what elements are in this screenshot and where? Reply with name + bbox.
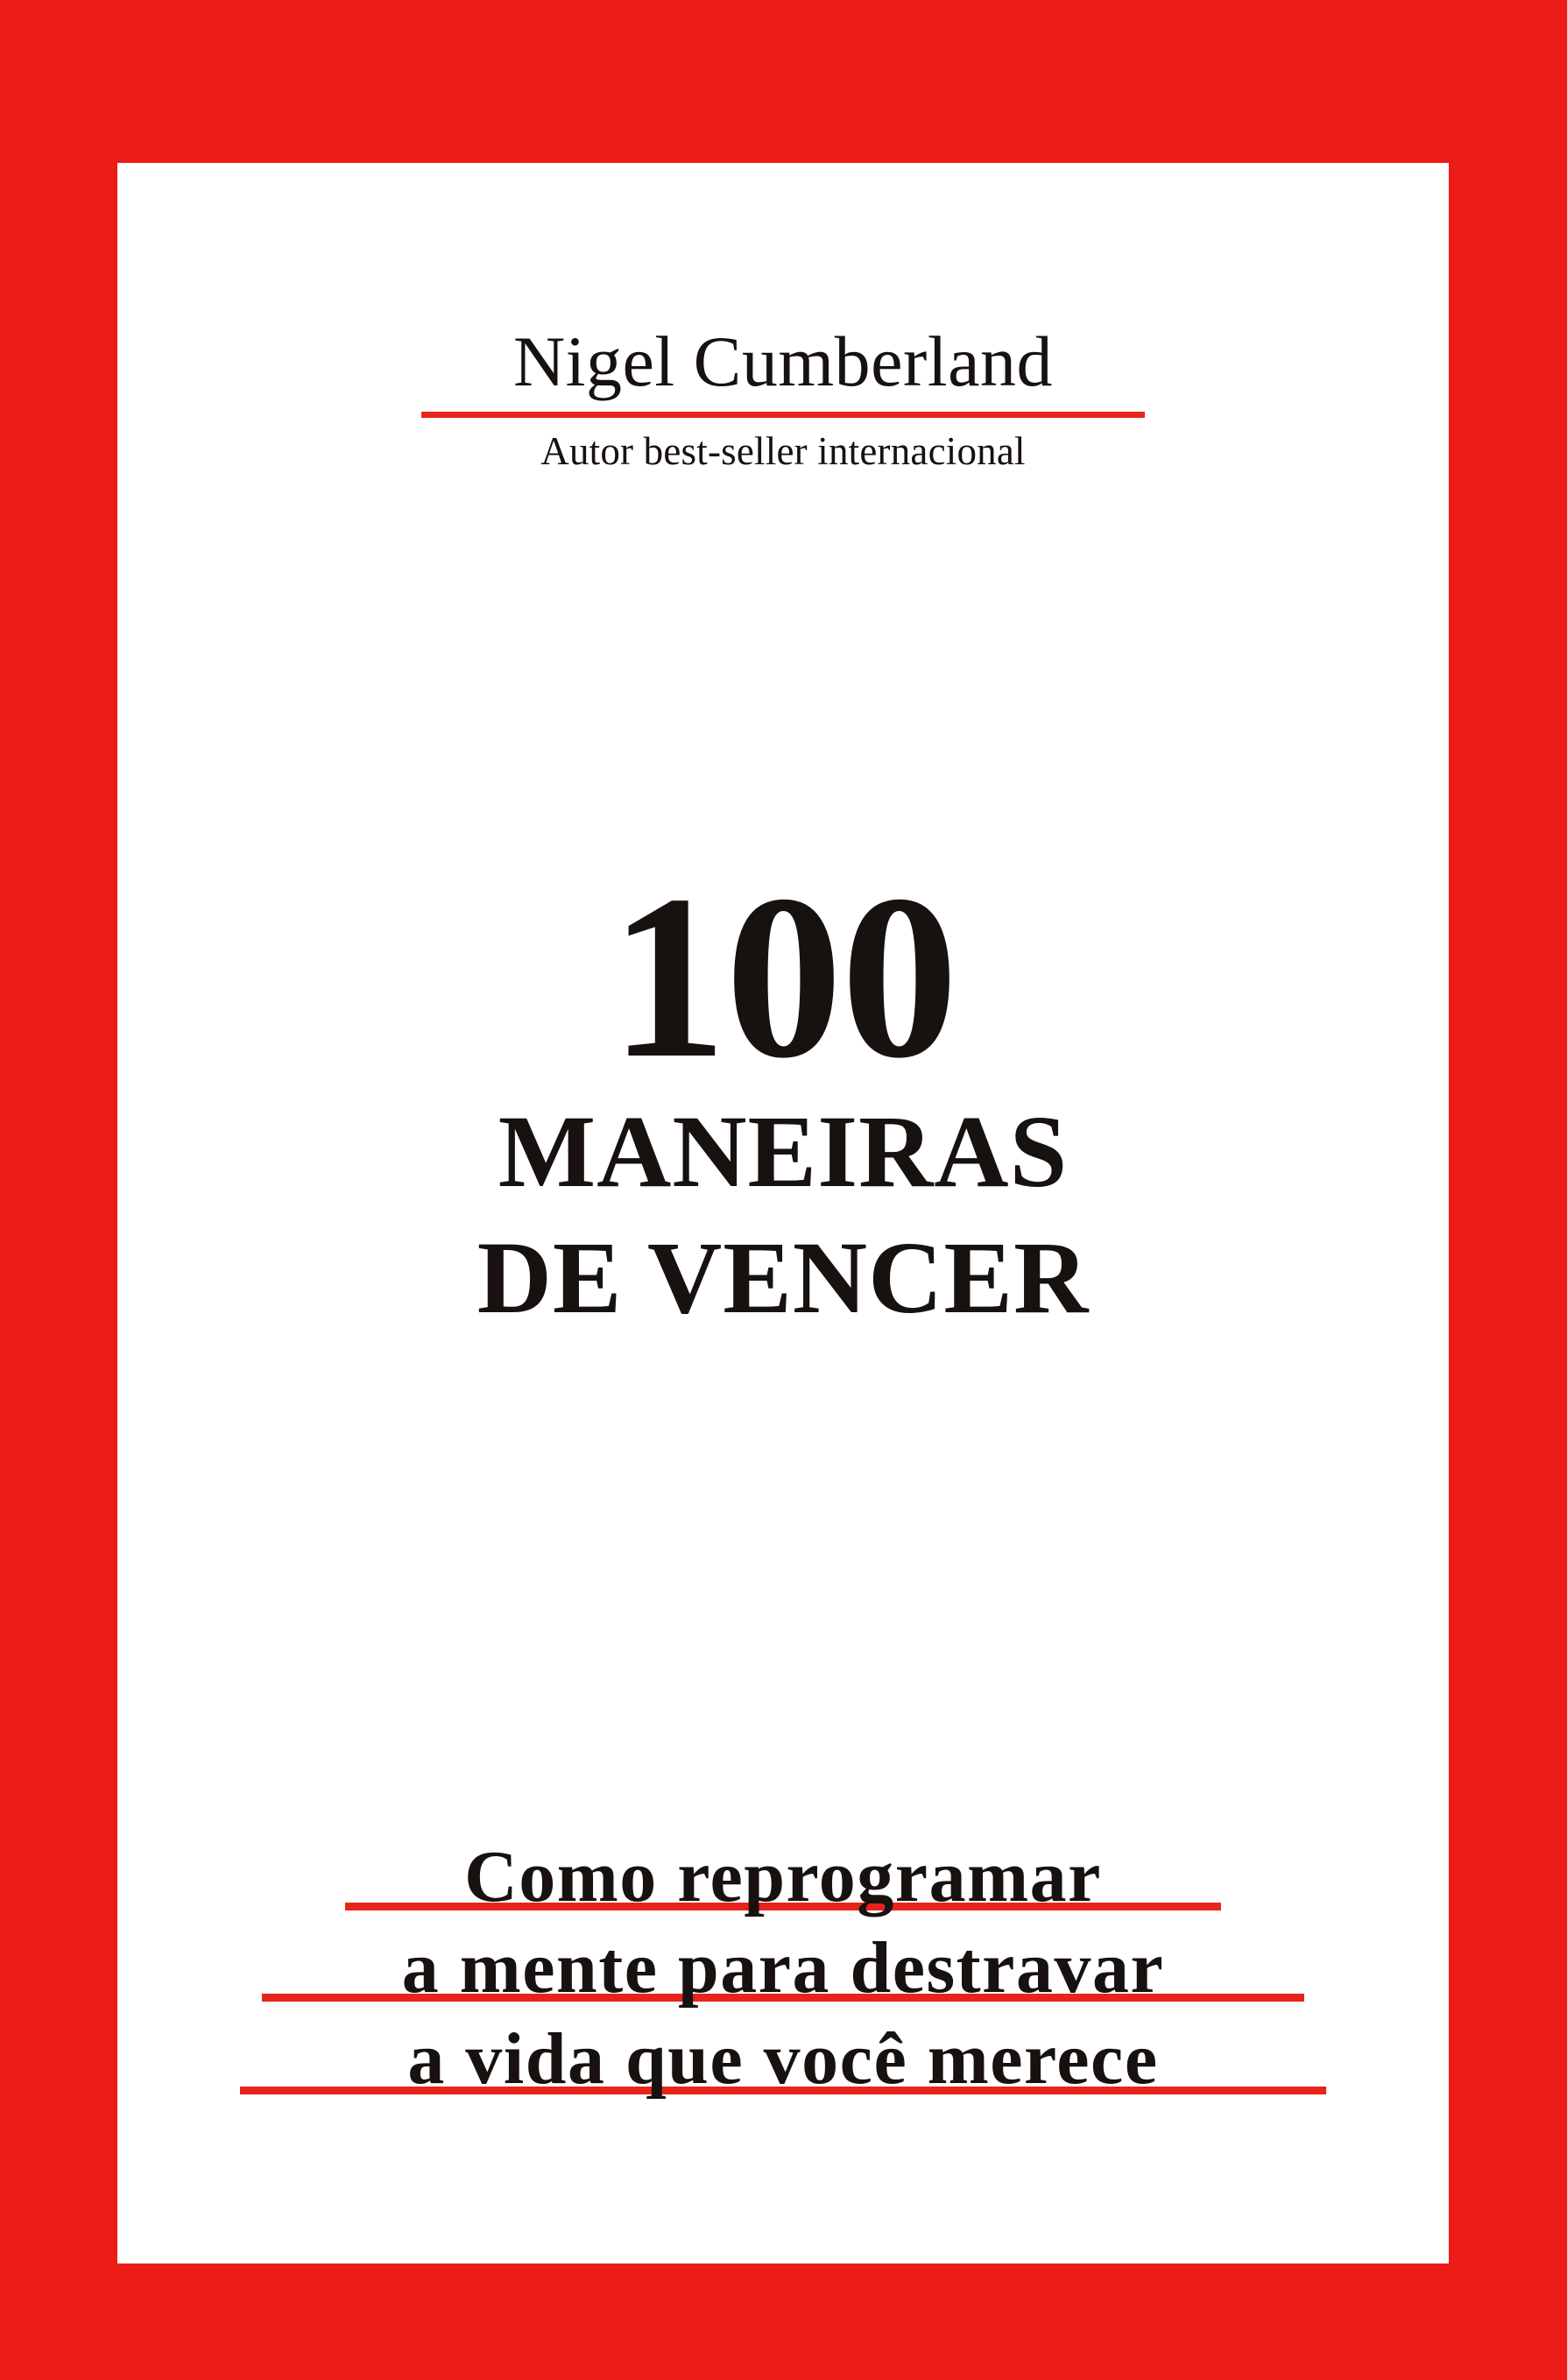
subtitle-line-2: a mente para destravar [401,1927,1165,2009]
subtitle-line-1: Como reprogramar [464,1836,1102,1917]
subtitle-row-2 [214,1923,1352,2014]
subtitle-row-3 [214,2014,1352,2105]
subtitle-row-1 [214,1832,1352,1923]
title-line-2: DE VENCER [476,1220,1090,1336]
subtitle-block [117,1832,1449,2105]
subtitle-line-3: a vida que você merece [407,2018,1159,2100]
title-line-1: MANEIRAS [498,1094,1069,1210]
title-number: 100 [610,846,956,1106]
cover-white-panel [117,163,1449,2263]
author-tagline: Autor best-seller internacional [540,429,1026,473]
author-name: Nigel Cumberland [512,321,1054,401]
author-accent-rule [421,412,1145,418]
title-block [117,846,1449,1341]
author-block [117,321,1449,474]
